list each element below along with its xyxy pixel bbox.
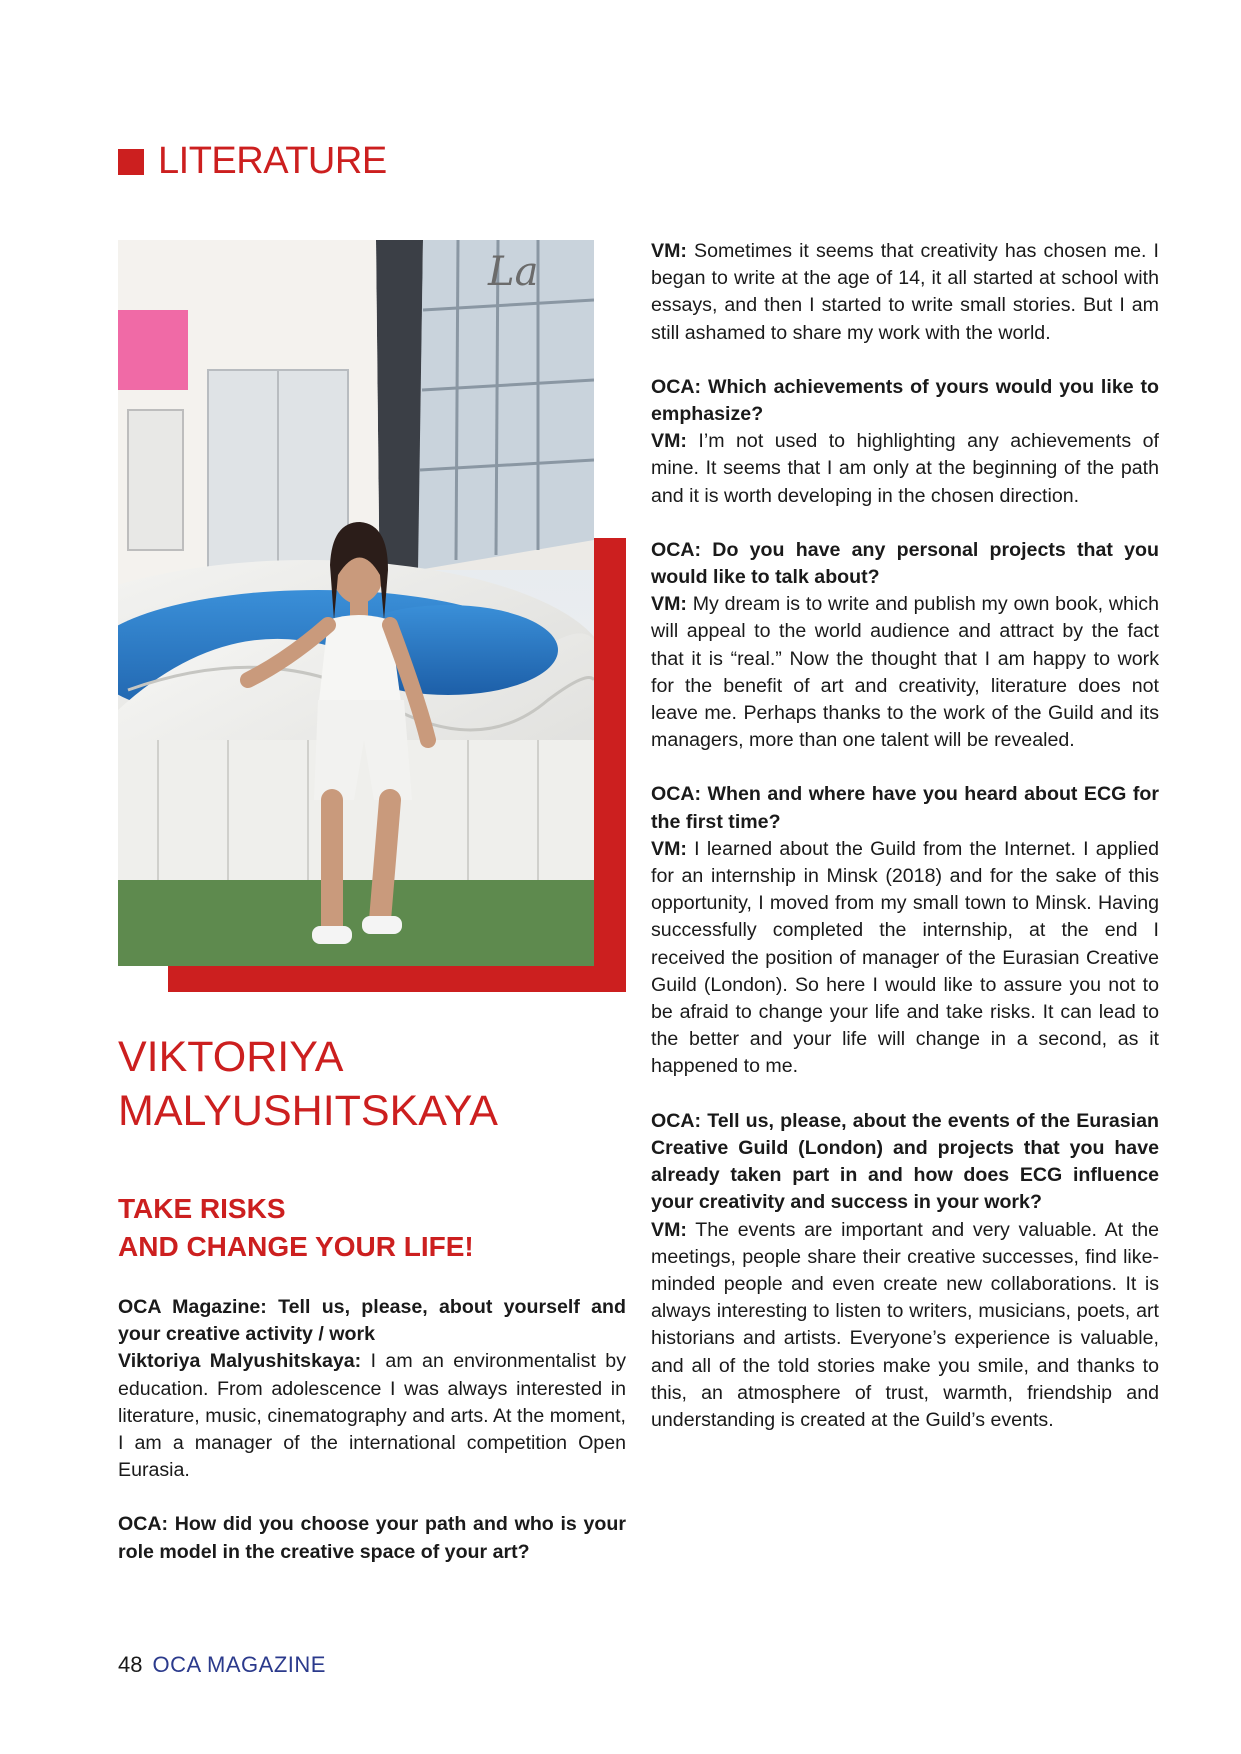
question: OCA: Do you have any personal projects that you would like to talk about? — [651, 538, 1159, 589]
magazine-name: OCA MAGAZINE — [152, 1652, 326, 1677]
answer: My dream is to write and publish my own book, which will appeal to the world audience and attract by the fact that it is “real.” Now the thought that I am happy to work for the benefit of art and creativity, literature does not leave me. Perhaps thanks to the work of the Guild and its managers, more than one talent will be revealed. — [651, 593, 1159, 752]
headline-line2: AND CHANGE YOUR LIFE! — [118, 1231, 474, 1262]
article-headline — [118, 1190, 626, 1266]
headline-line1: TAKE RISKS — [118, 1193, 286, 1224]
speaker: VM: — [651, 240, 687, 262]
author-name-line1: VIKTORIYA — [118, 1033, 344, 1081]
question: OCA Magazine: Tell us, please, about yourself and your creative activity / work — [118, 1296, 626, 1346]
question: OCA: How did you choose your path and who is your role model in the creative space of your art? — [118, 1513, 626, 1563]
author-name — [118, 1030, 626, 1138]
answer: The events are important and very valuable. At the meetings, people share their creative successes, find like-minded people and even create new collaborations. It is always interesting to listen to writers, musicians, poets, art historians and artists. Everyone’s experience is valuable, and all of the told stories make you smile, and thanks to this, an atmosphere of trust, warmth, friendship and understanding is created at the Guild’s events. — [651, 1218, 1159, 1431]
question: OCA: Tell us, please, about the events of the Eurasian Creative Guild (London) and projects that you have already taken part in and how does ECG influence your creativity and success in your work? — [651, 1109, 1159, 1214]
qa-block — [118, 1294, 626, 1484]
portrait-photo — [118, 240, 594, 966]
right-column — [651, 238, 1159, 1461]
page-number: 48 — [118, 1652, 143, 1677]
qa-block — [118, 1511, 626, 1565]
speaker: VM: — [651, 837, 687, 860]
qa-block — [651, 781, 1159, 1080]
answer: Sometimes it seems that creativity has chosen me. I began to write at the age of 14, it all started at school with essays, and then I started to write small stories. But I am still ashamed to share my work with the world. — [651, 240, 1159, 344]
section-square-icon — [118, 149, 144, 175]
qa-block — [651, 238, 1159, 347]
answer: I am an environmentalist by education. From adolescence I was always interested in literature, music, cinematography and arts. At the moment, I am a manager of the international competition Open Eurasia. — [118, 1350, 626, 1482]
qa-block — [651, 1108, 1159, 1434]
qa-block — [651, 374, 1159, 510]
section-title: LITERATURE — [158, 140, 387, 182]
answer: I’m not used to highlighting any achievements of mine. It seems that I am only at the beginning of the path and it is worth developing in the chosen direction. — [651, 430, 1159, 507]
answer: I learned about the Guild from the Internet. I applied for an internship in Minsk (2018) and for the sake of this opportunity, I moved from my small town to Minsk. Having successfully completed the internship, at the end I received the position of manager of the Eurasian Creative Guild (London). So here I would like to assure you not to be afraid to change your life and take risks. It can lead to the better and your life will change in a second, as it happened to me. — [651, 837, 1159, 1078]
sign-text: La — [488, 249, 539, 295]
photo-block — [118, 240, 626, 992]
speaker: VM: — [651, 1218, 687, 1241]
speaker: VM: — [651, 593, 687, 616]
speaker: VM: — [651, 430, 687, 453]
left-column — [118, 1030, 626, 1593]
question: OCA: When and where have you heard about ECG for the first time? — [651, 783, 1159, 833]
author-name-line2: MALYUSHITSKAYA — [118, 1087, 498, 1135]
section-header — [118, 140, 387, 183]
speaker: Viktoriya Malyushitskaya: — [118, 1350, 362, 1373]
question: OCA: Which achievements of yours would you like to emphasize? — [651, 375, 1159, 426]
qa-block — [651, 537, 1159, 755]
page-footer — [118, 1652, 326, 1678]
